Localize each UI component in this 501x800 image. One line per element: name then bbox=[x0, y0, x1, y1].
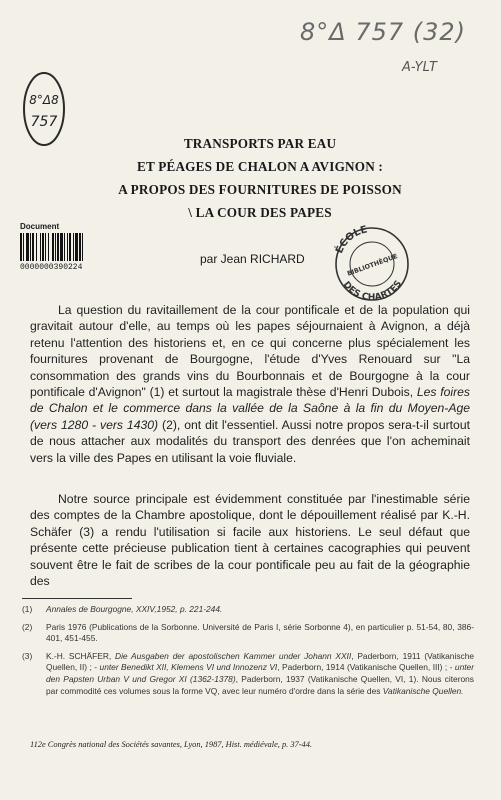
footnote-1-number: (1) bbox=[22, 604, 33, 614]
footnote-3-italic-4: Vatikanische Quellen. bbox=[382, 685, 464, 696]
stamp-round-middle: BIBLIOTHÈQUE bbox=[346, 252, 399, 278]
footnote-rule bbox=[22, 598, 132, 599]
footnote-3-italic-1: Die Ausgaben der apostolischen Kammer under Johann XXII bbox=[115, 650, 352, 661]
footnote-3-italic-3: unter den Papsten Urban V und Gregor XI (1362-1378) bbox=[46, 662, 474, 684]
footnote-3-text-d: , Paderborn, 1937 (Vatikanische Quellen, VI, 1). Nous citerons par commodité ces volumes sous la forme VQ, avec leur numéro d'ordre dans la série des bbox=[46, 673, 474, 696]
handwritten-call-number: 8°Δ 757 (32) bbox=[300, 18, 467, 46]
p1-text-b: (2), ont dit l'essentiel. Aussi notre propos sera-t-il surtout de nous attacher aux modalités du transport des denrées que l'on acheminait vers la ville des Papes en utilisant la voie fluviale. bbox=[30, 417, 470, 465]
title-line-4: \ LA COUR DES PAPES bbox=[188, 205, 332, 220]
footnote-3 bbox=[22, 651, 474, 697]
footnote-1 bbox=[22, 604, 474, 616]
stamp-round-bottom: DES CHARTES bbox=[340, 279, 405, 302]
article-title bbox=[60, 132, 460, 224]
author-byline: par Jean RICHARD bbox=[200, 252, 305, 266]
title-line-2: ET PÉAGES DE CHALON A AVIGNON : bbox=[136, 159, 384, 174]
barcode-number: 0000000390224 bbox=[20, 263, 83, 272]
paragraph-1 bbox=[30, 302, 470, 466]
title-line-3: A PROPOS DES FOURNITURES DE POISSON bbox=[118, 182, 402, 197]
footnote-3-text-a: K.-H. SCHÄFER, bbox=[46, 650, 116, 661]
footnote-3-text-b: , Paderborn, 1911 (Vatikanische Quellen, II) ; - bbox=[46, 650, 475, 673]
footnote-2-text: Paris 1976 (Publications de la Sorbonne. Université de Paris I, série Sorbonne 4), en particulier p. 51-54, 80, 386-401, 451-455. bbox=[46, 621, 474, 644]
stamp-line2: 757 bbox=[30, 114, 58, 130]
footnote-3-italic-2: unter Benedikt XII, Klemens VI und Innozenz VI bbox=[99, 662, 278, 673]
barcode bbox=[20, 233, 140, 261]
svg-text:ÉCOLE bbox=[332, 224, 368, 255]
stamp-round-top: ÉCOLE bbox=[334, 224, 369, 256]
publication-reference: 112e Congrès national des Sociétés savantes, Lyon, 1987, Hist. médiévale, p. 37-44. bbox=[30, 740, 312, 749]
barcode-label-block bbox=[20, 222, 140, 272]
title-line-1: TRANSPORTS PAR EAU bbox=[183, 136, 337, 151]
handwritten-code: A-YLT bbox=[402, 60, 437, 75]
barcode-bar bbox=[83, 233, 85, 261]
barcode-caption: Document bbox=[20, 222, 60, 231]
p1-text-a: La question du ravitaillement de la cour pontificale et de la population qui gravitait autour d'elle, au temps où les papes séjournaient à Avignon, a déjà retenu l'attention des historiens et, en ce qui concerne plus spécialement les fournitures provenant de Bourgogne, l'étude d'Yves Renouard sur "La consommation des grands vins du Bourbonnais et de Bourgogne à la cour pontificale d'Avignon" (1) et surtout la magistrale thèse d'Henri Dubois, bbox=[30, 303, 470, 400]
paragraph-2 bbox=[30, 491, 470, 589]
footnote-3-number: (3) bbox=[22, 650, 33, 661]
footnote-2-number: (2) bbox=[22, 621, 33, 632]
stamp-line1: 8°Δ8 bbox=[29, 93, 59, 107]
library-stamp-round bbox=[328, 220, 416, 302]
footnote-1-text: Annales de Bourgogne, XXIV,1952, p. 221-244. bbox=[46, 604, 223, 614]
footnote-3-text-c: , Paderborn, 1914 (Vatikanische Quellen, III) ; - bbox=[277, 662, 455, 673]
svg-text:DES CHARTES bbox=[341, 279, 404, 302]
p1-italic-title: Les foires de Chalon et le commerce dans la vallée de la Saône à la fin du Moyen-Age (vers 1280 - vers 1430) bbox=[30, 385, 470, 432]
footnote-2 bbox=[22, 622, 474, 645]
p2-text: Notre source principale est évidemment constituée par l'inestimable série des comptes de la Chambre apostolique, dont le dépouillement réalisé par K.-H. Schäfer (3) a rendu l'utilisation si facile aux historiens. Le seul défaut que présente cette précieuse publication tient à certaines cacographies qui peuvent souvent être le fait de scribes de la cour pontificale peu au fait de la géographie des bbox=[30, 492, 470, 589]
footnotes bbox=[22, 604, 474, 703]
